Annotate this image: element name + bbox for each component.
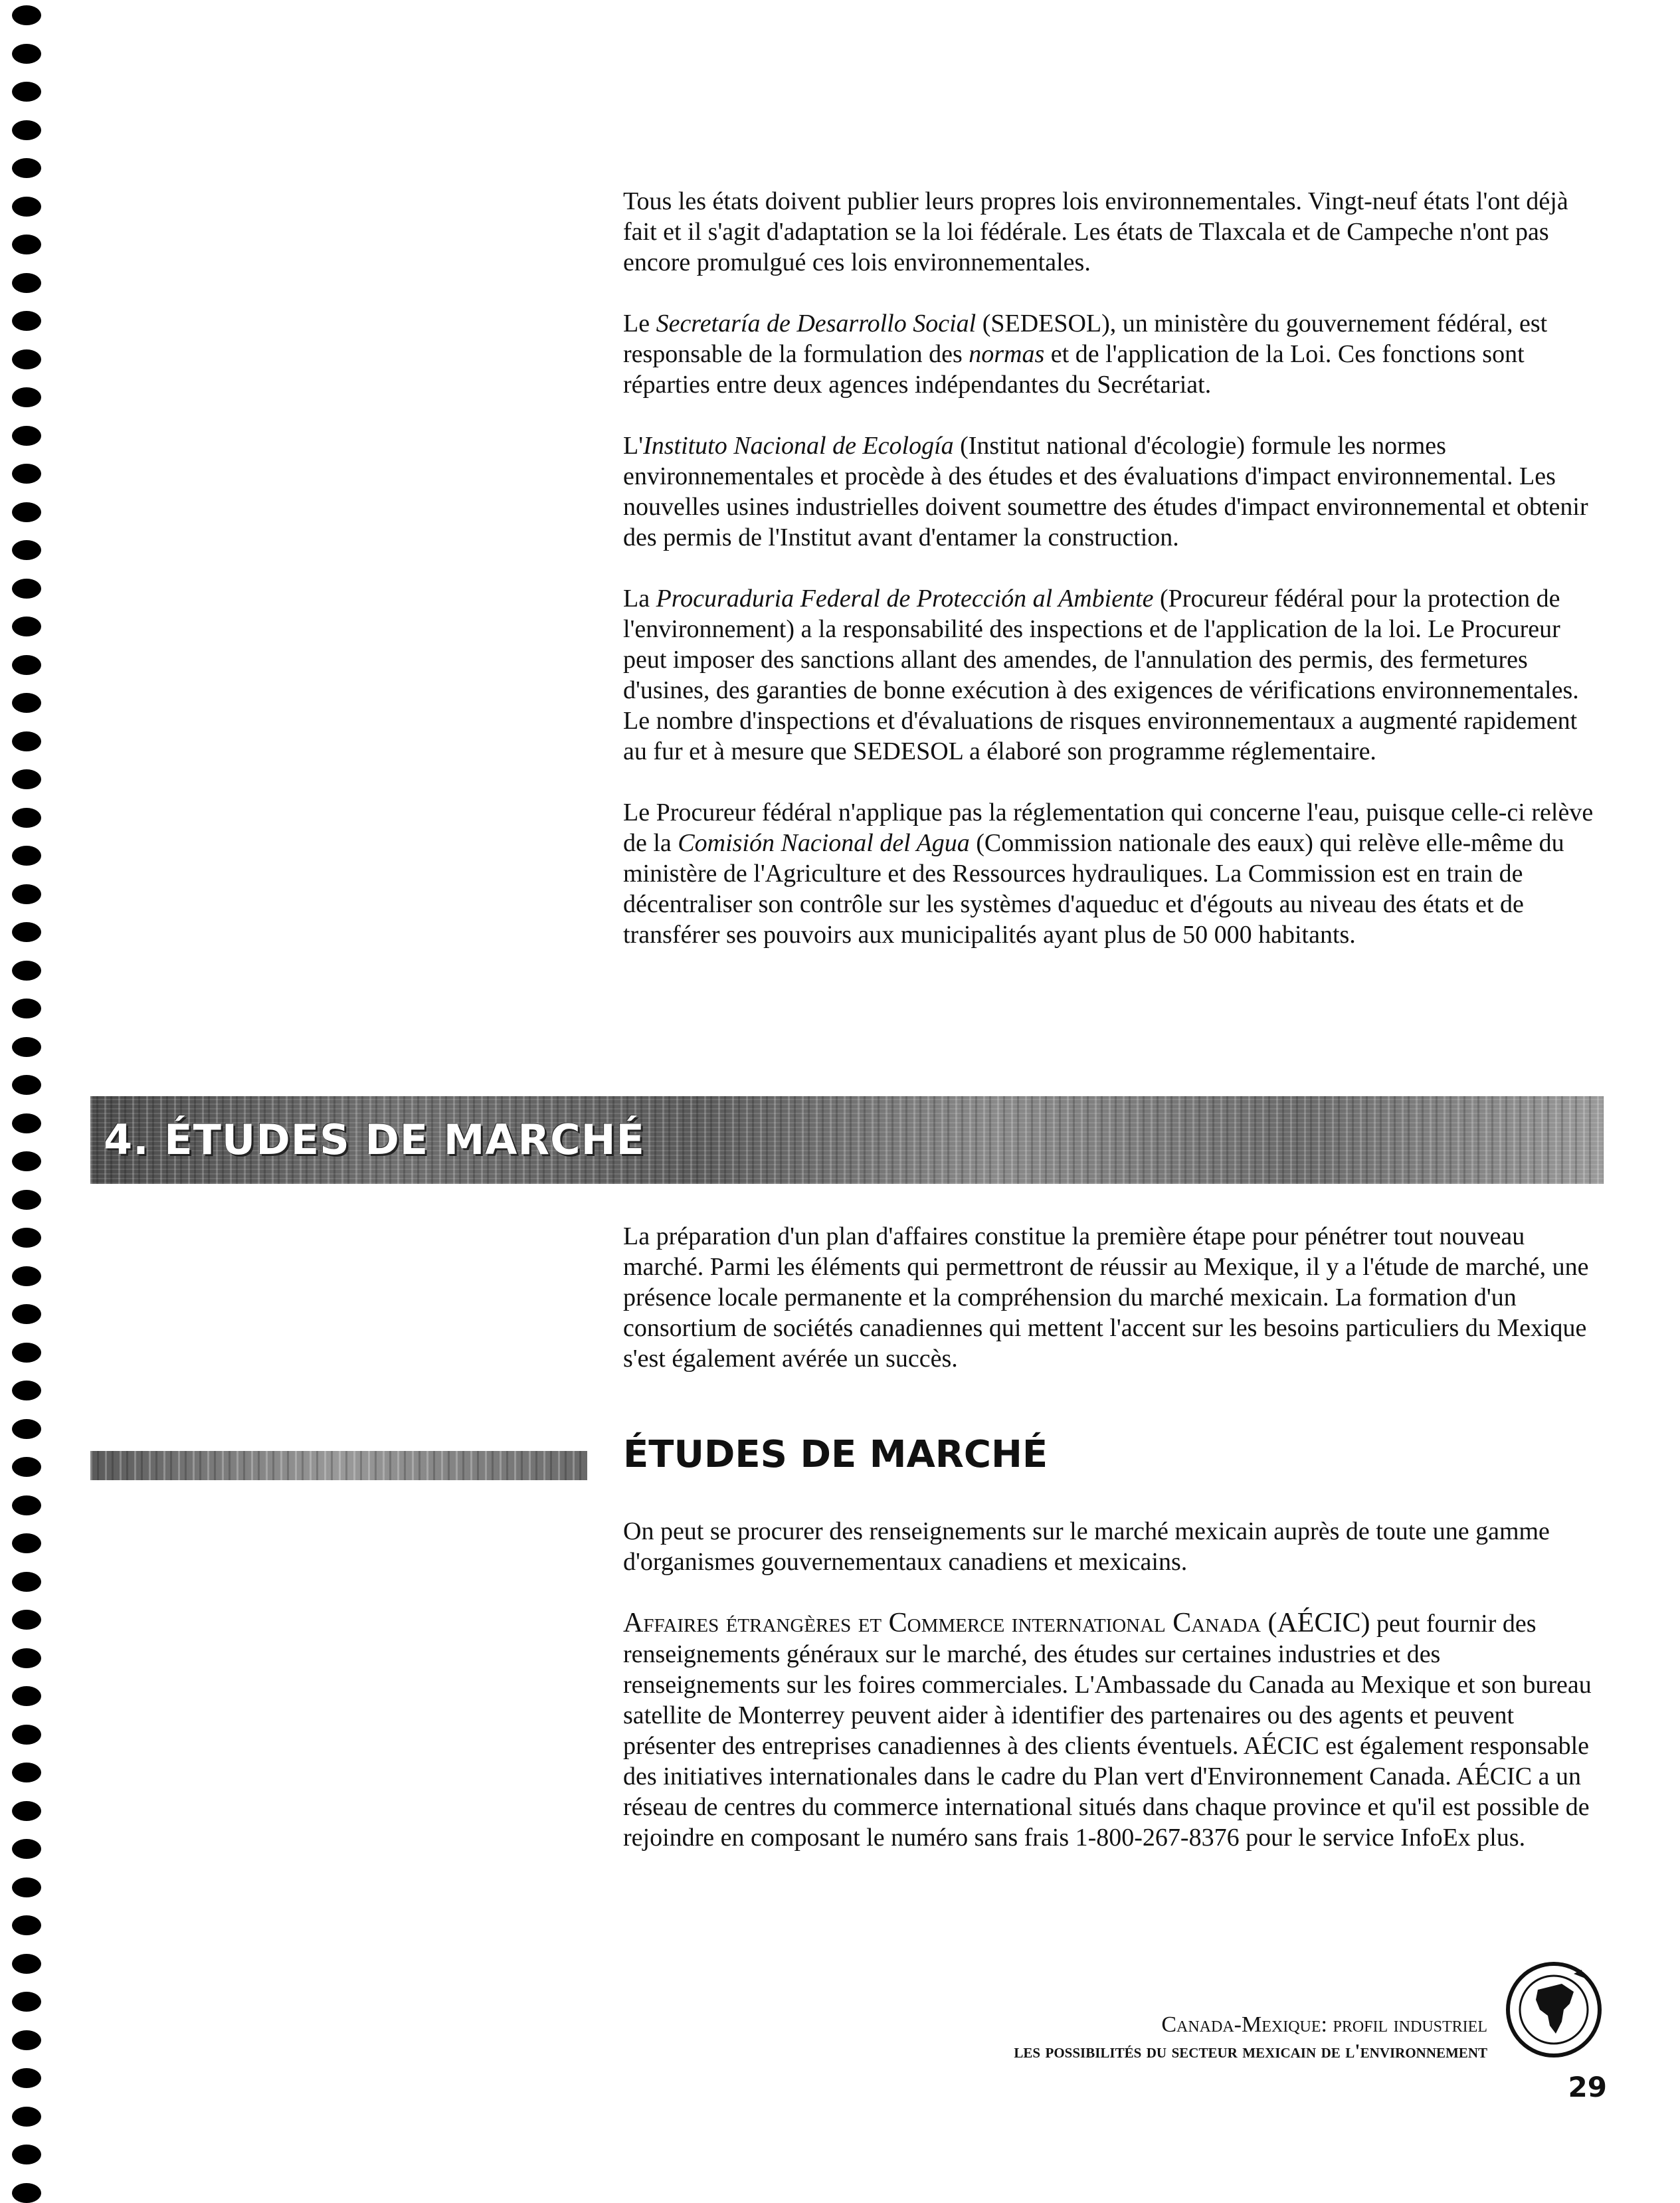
binding-hole	[12, 1304, 41, 1324]
binding-hole	[12, 1190, 41, 1210]
binding-hole	[12, 387, 41, 407]
binding-hole	[12, 884, 41, 904]
text-run: et de l'application de la Loi. Ces fonctions sont réparties entre deux agences indépendantes du Secrétariat.	[623, 340, 1525, 399]
italic-term: Procuraduria Federal de Protección al Ambiente	[656, 585, 1154, 613]
binding-hole	[12, 1533, 41, 1553]
binding-hole	[12, 1151, 41, 1171]
binding-hole	[12, 1495, 41, 1515]
binding-hole	[12, 617, 41, 636]
binding-hole	[12, 961, 41, 981]
binding-hole	[12, 426, 41, 446]
binding-hole	[12, 1915, 41, 1935]
body-paragraph	[623, 308, 1600, 400]
body-paragraph	[623, 431, 1600, 553]
text-run: (Institut national d'écologie) formule les normes environnementales et procède à des études et des évaluations d'impact environnemental. Les nouvelles usines industrielles doivent soumettre des études d'impact environnemental et obtenir des permis de l'Institut avant d'entamer la construction.	[623, 432, 1588, 551]
binding-hole	[12, 1648, 41, 1668]
text-run: (SEDESOL), un ministère du gouvernement fédéral, est responsable de la formulation des	[623, 310, 1548, 368]
aecic-heading: Affaires étrangères et Commerce international Canada (AÉCIC)	[623, 1608, 1370, 1638]
italic-term: Comisión Nacional del Agua	[678, 829, 970, 857]
binding-hole	[12, 1037, 41, 1057]
binding-hole	[12, 808, 41, 828]
binding-hole	[12, 1228, 41, 1248]
binding-hole	[12, 1266, 41, 1286]
binding-hole	[12, 2183, 41, 2203]
text-run: L'	[623, 432, 644, 460]
binding-hole	[12, 82, 41, 102]
binding-hole	[12, 197, 41, 217]
binding-hole	[12, 502, 41, 522]
intro-section	[623, 1221, 1600, 1374]
subheading-accent-bar	[90, 1451, 587, 1480]
page-number: 29	[1568, 2071, 1607, 2103]
text-run: Tous les états doivent publier leurs propres lois environnementales. Vingt-neuf états l'ont déjà fait et il s'agit d'adaptation se la loi fédérale. Les états de Tlaxcala et de Campeche n'ont pas encore promulgué ces lois environnementales.	[623, 187, 1568, 276]
italic-term: normas	[969, 340, 1045, 368]
binding-hole	[12, 2107, 41, 2127]
binding-hole	[12, 1419, 41, 1439]
subheading: ÉTUDES DE MARCHÉ	[623, 1433, 1048, 1476]
binding-hole	[12, 1725, 41, 1745]
binding-hole	[12, 1877, 41, 1897]
body-paragraph	[623, 583, 1600, 767]
text-run: Le Procureur fédéral n'applique pas la réglementation qui concerne l'eau, puisque celle-ci relève de la	[623, 799, 1594, 857]
binding-hole	[12, 2145, 41, 2164]
sub-paragraph: On peut se procurer des renseignements sur le marché mexicain auprès de toute une gamme d'organismes gouvernementaux canadiens et mexicains.	[623, 1517, 1550, 1576]
binding-hole	[12, 1381, 41, 1400]
binding-hole	[12, 693, 41, 713]
binding-hole	[12, 158, 41, 178]
binding-hole	[12, 1343, 41, 1363]
spiral-binding	[12, 0, 44, 2198]
binding-hole	[12, 235, 41, 254]
italic-term: Instituto Nacional de Ecología	[643, 432, 954, 460]
aecic-body: peut fournir des renseignements généraux sur le marché, des études sur certaines industries et des renseignements sur les foires commerciales. L'Ambassade du Canada au Mexique et son bureau satellite de Monterrey peuvent aider à identifier des partenaires ou des agents et peuvent présenter des entreprises canadiennes à des clients éventuels. AÉCIC est également responsable des initiatives internationales dans le cadre du Plan vert d'Environnement Canada. AÉCIC a un réseau de centres du commerce international situés dans chaque province et qu'il est possible de rejoindre en composant le numéro sans frais 1-800-267-8376 pour le service InfoEx plus.	[623, 1610, 1592, 1852]
binding-hole	[12, 273, 41, 293]
body-text-top	[623, 186, 1600, 950]
intro-paragraph: La préparation d'un plan d'affaires constitue la première étape pour pénétrer tout nouveau marché. Parmi les éléments qui permettront de réussir au Mexique, il y a l'étude de marché, une présence locale permanente et la compréhension du marché mexicain. La formation d'un consortium de sociétés canadiennes qui mettent l'accent sur les besoins particuliers du Mexique s'est également avérée un succès.	[623, 1222, 1589, 1373]
binding-hole	[12, 1992, 41, 2012]
text-run: Le	[623, 310, 656, 337]
binding-hole	[12, 120, 41, 140]
market-studies-section	[623, 1516, 1600, 1853]
binding-hole	[12, 846, 41, 866]
binding-hole	[12, 464, 41, 484]
binding-hole	[12, 1572, 41, 1592]
footer-line-1: Canada-Mexique: profil industriel	[1161, 2012, 1487, 2037]
binding-hole	[12, 769, 41, 789]
aecic-paragraph	[623, 1608, 1600, 1853]
binding-hole	[12, 579, 41, 599]
binding-hole	[12, 44, 41, 64]
body-paragraph	[623, 797, 1600, 950]
body-paragraph	[623, 186, 1600, 278]
section-title: 4. ÉTUDES DE MARCHÉ	[104, 1115, 645, 1164]
binding-hole	[12, 999, 41, 1018]
italic-term: Secretaría de Desarrollo Social	[656, 310, 977, 337]
binding-hole	[12, 1954, 41, 1974]
binding-hole	[12, 1839, 41, 1859]
binding-hole	[12, 1075, 41, 1095]
binding-hole	[12, 1610, 41, 1630]
north-america-seal-icon	[1504, 1960, 1604, 2059]
binding-hole	[12, 1113, 41, 1133]
binding-hole	[12, 731, 41, 751]
binding-hole	[12, 540, 41, 560]
binding-hole	[12, 2068, 41, 2088]
binding-hole	[12, 1763, 41, 1782]
binding-hole	[12, 1686, 41, 1706]
binding-hole	[12, 655, 41, 675]
section-header-band	[90, 1096, 1604, 1184]
text-run: (Commission nationale des eaux) qui relève elle-même du ministère de l'Agriculture et des Ressources hydrauliques. La Commission est en train de décentraliser son contrôle sur les systèmes d'aqueduc et d'égouts au niveau des états et de transférer ses pouvoirs aux municipalités ayant plus de 50 000 habitants.	[623, 829, 1564, 949]
binding-hole	[12, 1801, 41, 1821]
binding-hole	[12, 1457, 41, 1477]
binding-hole	[12, 922, 41, 942]
binding-hole	[12, 349, 41, 369]
binding-hole	[12, 311, 41, 331]
footer-line-2: les possibilités du secteur mexicain de l'environnement	[1014, 2040, 1487, 2062]
binding-hole	[12, 2030, 41, 2050]
text-run: (Procureur fédéral pour la protection de l'environnement) a la responsabilité des inspections et de l'application de la loi. Le Procureur peut imposer des sanctions allant des amendes, de l'annulation des permis, des fermetures d'usines, des garanties de bonne exécution à des exigences de vérifications environnementales. Le nombre d'inspections et d'évaluations de risques environnementaux a augmenté rapidement au fur et à mesure que SEDESOL a élaboré son programme réglementaire.	[623, 585, 1579, 765]
text-run: La	[623, 585, 656, 613]
binding-hole	[12, 5, 41, 25]
